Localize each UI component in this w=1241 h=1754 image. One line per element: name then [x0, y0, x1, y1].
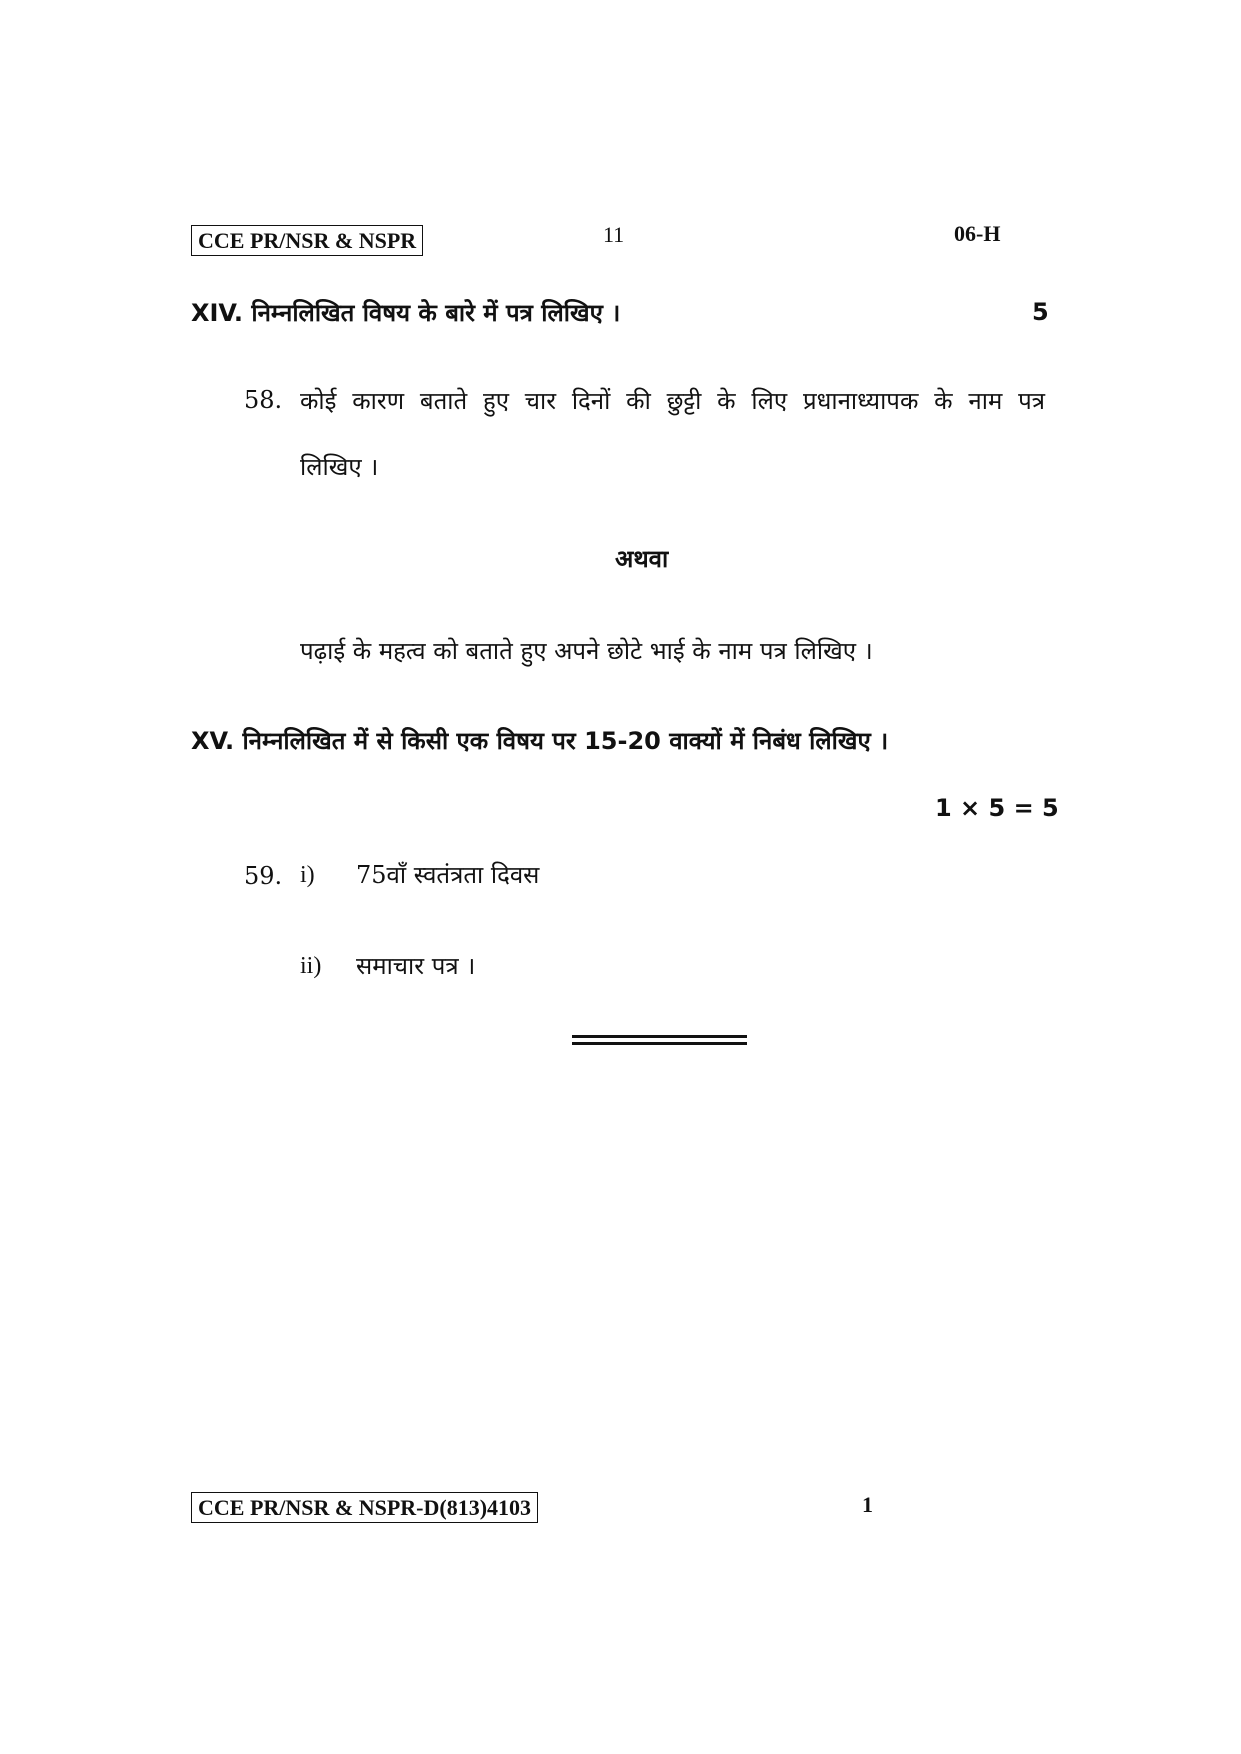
page-number: 11 [603, 222, 625, 247]
header-code-box [191, 225, 423, 256]
option-ii-text: समाचार पत्र । [356, 952, 476, 980]
section-xv-heading [191, 724, 888, 757]
section-xiv-marks: 5 [1032, 298, 1049, 326]
section-xiv-numeral: XIV. [191, 299, 244, 327]
option-i-label: i) [300, 862, 315, 888]
option-ii-label: ii) [300, 953, 322, 979]
question-58-line2: लिखिए । [300, 453, 379, 481]
header-code: CCE PR/NSR & NSPR [198, 228, 417, 253]
question-58-alternative: पढ़ाई के महत्व को बताते हुए अपने छोटे भाई के नाम पत्र लिखिए । [300, 637, 873, 665]
footer-code-box [191, 1492, 538, 1523]
question-58-line1: कोई कारण बताते हुए चार दिनों की छुट्टी के लिए प्रधानाध्यापक के नाम पत्र [300, 387, 1045, 415]
end-rule-bottom [572, 1042, 747, 1045]
question-59-number: 59. [244, 862, 283, 890]
footer-page: 1 [862, 1492, 873, 1517]
or-label: अथवा [615, 545, 669, 573]
section-xv-numeral: XV. [191, 727, 235, 755]
end-rule-top [572, 1035, 747, 1038]
footer-code: CCE PR/NSR & NSPR-D(813)4103 [198, 1495, 532, 1520]
section-xiv-instruction: निम्नलिखित विषय के बारे में पत्र लिखिए । [251, 299, 621, 327]
section-xv-instruction: निम्नलिखित में से किसी एक विषय पर 15-20 वाक्यों में निबंध लिखिए । [242, 727, 889, 755]
section-xv-marks: 1 × 5 = 5 [935, 794, 1059, 822]
question-58-number: 58. [244, 386, 283, 414]
section-xiv-heading [191, 296, 620, 329]
option-i-text: 75वाँ स्वतंत्रता दिवस [356, 861, 540, 889]
paper-code: 06-H [954, 221, 1001, 246]
